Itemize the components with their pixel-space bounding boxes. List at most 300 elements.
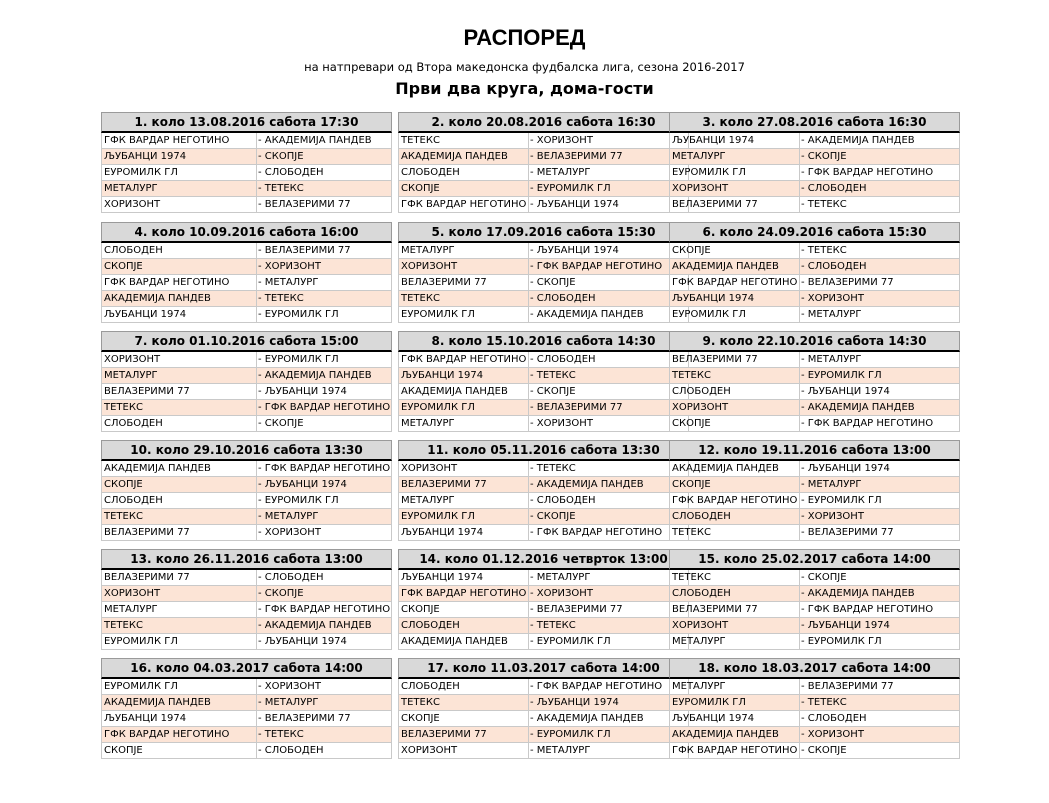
home-team: МЕТАЛУРГ xyxy=(102,368,257,383)
away-team: - СЛОБОДЕН xyxy=(801,713,867,724)
match-row xyxy=(398,384,689,400)
home-team: АКАДЕМИЈА ПАНДЕВ xyxy=(102,461,257,476)
match-row xyxy=(669,586,960,602)
away-team: - СЛОБОДЕН xyxy=(258,167,324,178)
home-team: ЉУБАНЦИ 1974 xyxy=(399,368,529,383)
home-team: ЉУБАНЦИ 1974 xyxy=(670,711,800,726)
match-row xyxy=(398,400,689,416)
home-team: АКАДЕМИЈА ПАНДЕВ xyxy=(399,634,529,649)
away-team: - АКАДЕМИЈА ПАНДЕВ xyxy=(530,713,644,724)
away-team: - АКАДЕМИЈА ПАНДЕВ xyxy=(530,309,644,320)
round-block xyxy=(669,658,960,759)
match-row xyxy=(398,727,689,743)
home-team: ТЕТЕКС xyxy=(399,695,529,710)
away-team: - ЕУРОМИЛК ГЛ xyxy=(530,729,611,740)
away-team: - ВЕЛАЗЕРИМИ 77 xyxy=(530,604,623,615)
away-team: - ТЕТЕКС xyxy=(530,620,576,631)
match-row xyxy=(398,493,689,509)
home-team: ГФК ВАРДАР НЕГОТИНО xyxy=(670,275,800,290)
away-team: - ГФК ВАРДАР НЕГОТИНО xyxy=(801,604,934,615)
home-team: ВЕЛАЗЕРИМИ 77 xyxy=(399,727,529,742)
round-block xyxy=(398,112,689,213)
away-team: - ЉУБАНЦИ 1974 xyxy=(801,463,890,474)
home-team: ВЕЛАЗЕРИМИ 77 xyxy=(670,602,800,617)
match-row xyxy=(101,197,392,213)
away-team: - ХОРИЗОНТ xyxy=(801,729,864,740)
match-row xyxy=(398,602,689,618)
home-team: ЕУРОМИЛК ГЛ xyxy=(399,400,529,415)
away-team: - АКАДЕМИЈА ПАНДЕВ xyxy=(801,588,915,599)
match-row xyxy=(398,259,689,275)
away-team: - ХОРИЗОНТ xyxy=(801,511,864,522)
away-team: - СЛОБОДЕН xyxy=(801,261,867,272)
round-header: 4. коло 10.09.2016 сабота 16:00 xyxy=(101,222,392,243)
away-team: - АКАДЕМИЈА ПАНДЕВ xyxy=(801,135,915,146)
match-row xyxy=(398,165,689,181)
away-team: - ЉУБАНЦИ 1974 xyxy=(801,386,890,397)
away-team: - СКОПЈЕ xyxy=(801,572,847,583)
home-team: ВЕЛАЗЕРИМИ 77 xyxy=(102,570,257,585)
away-team: - ТЕТЕКС xyxy=(258,183,304,194)
away-team: - СКОПЈЕ xyxy=(258,588,304,599)
away-team: - МЕТАЛУРГ xyxy=(801,309,862,320)
home-team: ЉУБАНЦИ 1974 xyxy=(670,133,800,148)
match-row xyxy=(669,307,960,323)
match-row xyxy=(101,586,392,602)
match-row xyxy=(101,743,392,759)
match-row xyxy=(101,461,392,477)
home-team: АКАДЕМИЈА ПАНДЕВ xyxy=(399,149,529,164)
home-team: ЕУРОМИЛК ГЛ xyxy=(670,695,800,710)
away-team: - ГФК ВАРДАР НЕГОТИНО xyxy=(530,261,663,272)
match-row xyxy=(398,352,689,368)
home-team: СКОПЈЕ xyxy=(399,181,529,196)
home-team: ТЕТЕКС xyxy=(102,509,257,524)
round-header: 13. коло 26.11.2016 сабота 13:00 xyxy=(101,549,392,570)
home-team: МЕТАЛУРГ xyxy=(102,602,257,617)
away-team: - СЛОБОДЕН xyxy=(801,183,867,194)
away-team: - ТЕТЕКС xyxy=(530,370,576,381)
home-team: ЉУБАНЦИ 1974 xyxy=(102,149,257,164)
home-team: ТЕТЕКС xyxy=(670,570,800,585)
away-team: - ТЕТЕКС xyxy=(258,729,304,740)
match-row xyxy=(669,165,960,181)
home-team: ТЕТЕКС xyxy=(399,133,529,148)
away-team: - МЕТАЛУРГ xyxy=(530,167,591,178)
match-row xyxy=(398,368,689,384)
away-team: - ХОРИЗОНТ xyxy=(258,527,321,538)
away-team: - ЉУБАНЦИ 1974 xyxy=(530,697,619,708)
match-row xyxy=(398,243,689,259)
round-header: 15. коло 25.02.2017 сабота 14:00 xyxy=(669,549,960,570)
away-team: - СЛОБОДЕН xyxy=(530,293,596,304)
home-team: ХОРИЗОНТ xyxy=(102,352,257,367)
home-team: МЕТАЛУРГ xyxy=(670,679,800,694)
home-team: ВЕЛАЗЕРИМИ 77 xyxy=(399,477,529,492)
home-team: СЛОБОДЕН xyxy=(399,679,529,694)
match-row xyxy=(101,133,392,149)
match-row xyxy=(101,570,392,586)
round-block xyxy=(669,440,960,541)
round-header: 8. коло 15.10.2016 сабота 14:30 xyxy=(398,331,689,352)
home-team: ВЕЛАЗЕРИМИ 77 xyxy=(670,352,800,367)
home-team: ГФК ВАРДАР НЕГОТИНО xyxy=(102,133,257,148)
match-row xyxy=(669,711,960,727)
round-header: 10. коло 29.10.2016 сабота 13:30 xyxy=(101,440,392,461)
home-team: СЛОБОДЕН xyxy=(102,243,257,258)
match-row xyxy=(669,133,960,149)
away-team: - ВЕЛАЗЕРИМИ 77 xyxy=(801,277,894,288)
home-team: ЕУРОМИЛК ГЛ xyxy=(102,165,257,180)
match-row xyxy=(669,602,960,618)
match-row xyxy=(669,243,960,259)
home-team: ХОРИЗОНТ xyxy=(670,400,800,415)
away-team: - СЛОБОДЕН xyxy=(530,354,596,365)
round-header: 7. коло 01.10.2016 сабота 15:00 xyxy=(101,331,392,352)
away-team: - АКАДЕМИЈА ПАНДЕВ xyxy=(801,402,915,413)
home-team: МЕТАЛУРГ xyxy=(399,243,529,258)
match-row xyxy=(101,307,392,323)
home-team: ГФК ВАРДАР НЕГОТИНО xyxy=(102,275,257,290)
away-team: - ЉУБАНЦИ 1974 xyxy=(258,479,347,490)
match-row xyxy=(669,618,960,634)
away-team: - ЉУБАНЦИ 1974 xyxy=(258,386,347,397)
home-team: СЛОБОДЕН xyxy=(399,618,529,633)
home-team: СКОПЈЕ xyxy=(102,477,257,492)
round-header: 1. коло 13.08.2016 сабота 17:30 xyxy=(101,112,392,133)
match-row xyxy=(398,197,689,213)
round-header: 5. коло 17.09.2016 сабота 15:30 xyxy=(398,222,689,243)
match-row xyxy=(398,149,689,165)
round-block xyxy=(398,440,689,541)
match-row xyxy=(398,634,689,650)
away-team: - ГФК ВАРДАР НЕГОТИНО xyxy=(530,527,663,538)
match-row xyxy=(101,602,392,618)
round-block xyxy=(398,549,689,650)
home-team: СКОПЈЕ xyxy=(102,743,257,758)
home-team: АКАДЕМИЈА ПАНДЕВ xyxy=(670,461,800,476)
away-team: - ЕУРОМИЛК ГЛ xyxy=(258,354,339,365)
away-team: - ЕУРОМИЛК ГЛ xyxy=(801,370,882,381)
home-team: СЛОБОДЕН xyxy=(399,165,529,180)
away-team: - ХОРИЗОНТ xyxy=(258,261,321,272)
away-team: - АКАДЕМИЈА ПАНДЕВ xyxy=(258,370,372,381)
away-team: - СЛОБОДЕН xyxy=(258,572,324,583)
away-team: - ЕУРОМИЛК ГЛ xyxy=(801,636,882,647)
home-team: ГФК ВАРДАР НЕГОТИНО xyxy=(102,727,257,742)
match-row xyxy=(669,525,960,541)
away-team: - ВЕЛАЗЕРИМИ 77 xyxy=(801,527,894,538)
match-row xyxy=(669,634,960,650)
away-team: - ВЕЛАЗЕРИМИ 77 xyxy=(258,713,351,724)
home-team: СКОПЈЕ xyxy=(670,416,800,431)
away-team: - ЕУРОМИЛК ГЛ xyxy=(801,495,882,506)
round-header: 2. коло 20.08.2016 сабота 16:30 xyxy=(398,112,689,133)
away-team: - АКАДЕМИЈА ПАНДЕВ xyxy=(258,135,372,146)
away-team: - ВЕЛАЗЕРИМИ 77 xyxy=(258,245,351,256)
home-team: ЕУРОМИЛК ГЛ xyxy=(102,679,257,694)
home-team: ХОРИЗОНТ xyxy=(102,586,257,601)
home-team: АКАДЕМИЈА ПАНДЕВ xyxy=(670,727,800,742)
match-row xyxy=(669,352,960,368)
match-row xyxy=(669,477,960,493)
round-block xyxy=(398,331,689,432)
match-row xyxy=(669,416,960,432)
home-team: ЉУБАНЦИ 1974 xyxy=(399,525,529,540)
match-row xyxy=(398,461,689,477)
away-team: - ГФК ВАРДАР НЕГОТИНО xyxy=(258,402,391,413)
match-row xyxy=(669,679,960,695)
away-team: - ГФК ВАРДАР НЕГОТИНО xyxy=(258,604,391,615)
home-team: ЉУБАНЦИ 1974 xyxy=(399,570,529,585)
away-team: - ХОРИЗОНТ xyxy=(530,135,593,146)
home-team: ХОРИЗОНТ xyxy=(670,181,800,196)
match-row xyxy=(398,743,689,759)
away-team: - ТЕТЕКС xyxy=(801,245,847,256)
match-row xyxy=(101,509,392,525)
away-team: - МЕТАЛУРГ xyxy=(801,354,862,365)
away-team: - ЉУБАНЦИ 1974 xyxy=(530,245,619,256)
away-team: - СКОПЈЕ xyxy=(801,151,847,162)
away-team: - МЕТАЛУРГ xyxy=(258,697,319,708)
away-team: - ТЕТЕКС xyxy=(801,199,847,210)
match-row xyxy=(398,570,689,586)
round-block xyxy=(101,549,392,650)
away-team: - СЛОБОДЕН xyxy=(530,495,596,506)
home-team: ГФК ВАРДАР НЕГОТИНО xyxy=(399,586,529,601)
home-team: СКОПЈЕ xyxy=(102,259,257,274)
home-team: АКАДЕМИЈА ПАНДЕВ xyxy=(670,259,800,274)
away-team: - МЕТАЛУРГ xyxy=(258,511,319,522)
round-block xyxy=(669,112,960,213)
home-team: СКОПЈЕ xyxy=(670,243,800,258)
match-row xyxy=(398,307,689,323)
round-block xyxy=(398,222,689,323)
home-team: ТЕТЕКС xyxy=(399,291,529,306)
match-row xyxy=(101,384,392,400)
match-row xyxy=(101,416,392,432)
away-team: - ЕУРОМИЛК ГЛ xyxy=(258,309,339,320)
match-row xyxy=(101,525,392,541)
match-row xyxy=(398,477,689,493)
away-team: - ЉУБАНЦИ 1974 xyxy=(258,636,347,647)
away-team: - СКОПЈЕ xyxy=(530,386,576,397)
away-team: - МЕТАЛУРГ xyxy=(258,277,319,288)
home-team: МЕТАЛУРГ xyxy=(399,493,529,508)
match-row xyxy=(398,416,689,432)
away-team: - ЉУБАНЦИ 1974 xyxy=(801,620,890,631)
match-row xyxy=(398,509,689,525)
home-team: СЛОБОДЕН xyxy=(670,384,800,399)
match-row xyxy=(398,711,689,727)
match-row xyxy=(398,618,689,634)
home-team: СКОПЈЕ xyxy=(399,711,529,726)
away-team: - ТЕТЕКС xyxy=(530,463,576,474)
away-team: - ГФК ВАРДАР НЕГОТИНО xyxy=(801,167,934,178)
match-row xyxy=(101,695,392,711)
match-row xyxy=(101,368,392,384)
away-team: - ТЕТЕКС xyxy=(258,293,304,304)
home-team: ВЕЛАЗЕРИМИ 77 xyxy=(102,525,257,540)
match-row xyxy=(669,275,960,291)
home-team: ХОРИЗОНТ xyxy=(102,197,257,212)
home-team: МЕТАЛУРГ xyxy=(399,416,529,431)
home-team: ВЕЛАЗЕРИМИ 77 xyxy=(399,275,529,290)
match-row xyxy=(398,291,689,307)
home-team: ЕУРОМИЛК ГЛ xyxy=(399,509,529,524)
away-team: - ВЕЛАЗЕРИМИ 77 xyxy=(258,199,351,210)
home-team: ТЕТЕКС xyxy=(670,525,800,540)
home-team: МЕТАЛУРГ xyxy=(102,181,257,196)
round-header: 14. коло 01.12.2016 четврток 13:00 xyxy=(398,549,689,570)
home-team: ХОРИЗОНТ xyxy=(670,618,800,633)
away-team: - ЕУРОМИЛК ГЛ xyxy=(530,636,611,647)
home-team: ВЕЛАЗЕРИМИ 77 xyxy=(670,197,800,212)
match-row xyxy=(669,259,960,275)
match-row xyxy=(398,181,689,197)
match-row xyxy=(101,149,392,165)
round-header: 9. коло 22.10.2016 сабота 14:30 xyxy=(669,331,960,352)
away-team: - АКАДЕМИЈА ПАНДЕВ xyxy=(530,479,644,490)
section-title: Први два круга, дома-гости xyxy=(395,79,654,98)
away-team: - ХОРИЗОНТ xyxy=(258,681,321,692)
round-header: 12. коло 19.11.2016 сабота 13:00 xyxy=(669,440,960,461)
match-row xyxy=(669,149,960,165)
round-block xyxy=(669,549,960,650)
match-row xyxy=(398,695,689,711)
home-team: ТЕТЕКС xyxy=(670,368,800,383)
match-row xyxy=(101,727,392,743)
away-team: - ЕУРОМИЛК ГЛ xyxy=(530,183,611,194)
home-team: ЕУРОМИЛК ГЛ xyxy=(399,307,529,322)
home-team: ТЕТЕКС xyxy=(102,400,257,415)
away-team: - ГФК ВАРДАР НЕГОТИНО xyxy=(801,418,934,429)
match-row xyxy=(669,368,960,384)
home-team: ХОРИЗОНТ xyxy=(399,461,529,476)
match-row xyxy=(669,291,960,307)
match-row xyxy=(101,634,392,650)
away-team: - АКАДЕМИЈА ПАНДЕВ xyxy=(258,620,372,631)
match-row xyxy=(101,291,392,307)
away-team: - СКОПЈЕ xyxy=(530,277,576,288)
match-row xyxy=(669,743,960,759)
away-team: - ЕУРОМИЛК ГЛ xyxy=(258,495,339,506)
round-header: 17. коло 11.03.2017 сабота 14:00 xyxy=(398,658,689,679)
round-header: 6. коло 24.09.2016 сабота 15:30 xyxy=(669,222,960,243)
home-team: СКОПЈЕ xyxy=(670,477,800,492)
home-team: ГФК ВАРДАР НЕГОТИНО xyxy=(670,743,800,758)
home-team: АКАДЕМИЈА ПАНДЕВ xyxy=(102,695,257,710)
home-team: СКОПЈЕ xyxy=(399,602,529,617)
round-block xyxy=(101,440,392,541)
away-team: - СКОПЈЕ xyxy=(258,151,304,162)
home-team: ЉУБАНЦИ 1974 xyxy=(102,711,257,726)
home-team: ЉУБАНЦИ 1974 xyxy=(102,307,257,322)
match-row xyxy=(669,493,960,509)
home-team: ТЕТЕКС xyxy=(102,618,257,633)
home-team: СЛОБОДЕН xyxy=(102,493,257,508)
match-row xyxy=(669,570,960,586)
away-team: - ЉУБАНЦИ 1974 xyxy=(530,199,619,210)
away-team: - ХОРИЗОНТ xyxy=(801,293,864,304)
away-team: - МЕТАЛУРГ xyxy=(530,572,591,583)
match-row xyxy=(669,197,960,213)
round-header: 11. коло 05.11.2016 сабота 13:30 xyxy=(398,440,689,461)
match-row xyxy=(669,400,960,416)
match-row xyxy=(669,384,960,400)
home-team: ЕУРОМИЛК ГЛ xyxy=(670,165,800,180)
home-team: МЕТАЛУРГ xyxy=(670,634,800,649)
match-row xyxy=(101,711,392,727)
away-team: - ТЕТЕКС xyxy=(801,697,847,708)
match-row xyxy=(101,243,392,259)
home-team: ЕУРОМИЛК ГЛ xyxy=(670,307,800,322)
match-row xyxy=(101,618,392,634)
round-block xyxy=(101,112,392,213)
round-block xyxy=(101,658,392,759)
home-team: МЕТАЛУРГ xyxy=(670,149,800,164)
away-team: - МЕТАЛУРГ xyxy=(530,745,591,756)
match-row xyxy=(669,461,960,477)
match-row xyxy=(398,586,689,602)
home-team: ГФК ВАРДАР НЕГОТИНО xyxy=(399,197,529,212)
round-block xyxy=(101,331,392,432)
round-header: 18. коло 18.03.2017 сабота 14:00 xyxy=(669,658,960,679)
page-title: РАСПОРЕД xyxy=(463,25,586,50)
away-team: - ГФК ВАРДАР НЕГОТИНО xyxy=(530,681,663,692)
home-team: ЉУБАНЦИ 1974 xyxy=(670,291,800,306)
away-team: - СЛОБОДЕН xyxy=(258,745,324,756)
round-header: 16. коло 04.03.2017 сабота 14:00 xyxy=(101,658,392,679)
match-row xyxy=(101,477,392,493)
away-team: - ВЕЛАЗЕРИМИ 77 xyxy=(530,402,623,413)
match-row xyxy=(101,493,392,509)
away-team: - СКОПЈЕ xyxy=(530,511,576,522)
home-team: ГФК ВАРДАР НЕГОТИНО xyxy=(670,493,800,508)
match-row xyxy=(101,181,392,197)
match-row xyxy=(398,275,689,291)
round-block xyxy=(669,222,960,323)
home-team: ХОРИЗОНТ xyxy=(399,743,529,758)
match-row xyxy=(669,181,960,197)
away-team: - ВЕЛАЗЕРИМИ 77 xyxy=(530,151,623,162)
away-team: - ХОРИЗОНТ xyxy=(530,588,593,599)
match-row xyxy=(101,352,392,368)
round-block xyxy=(398,658,689,759)
away-team: - МЕТАЛУРГ xyxy=(801,479,862,490)
away-team: - ВЕЛАЗЕРИМИ 77 xyxy=(801,681,894,692)
home-team: АКАДЕМИЈА ПАНДЕВ xyxy=(399,384,529,399)
match-row xyxy=(398,133,689,149)
match-row xyxy=(669,695,960,711)
match-row xyxy=(398,525,689,541)
match-row xyxy=(101,275,392,291)
match-row xyxy=(101,679,392,695)
home-team: АКАДЕМИЈА ПАНДЕВ xyxy=(102,291,257,306)
home-team: ХОРИЗОНТ xyxy=(399,259,529,274)
away-team: - ГФК ВАРДАР НЕГОТИНО xyxy=(258,463,391,474)
home-team: СЛОБОДЕН xyxy=(670,586,800,601)
match-row xyxy=(398,679,689,695)
home-team: ВЕЛАЗЕРИМИ 77 xyxy=(102,384,257,399)
away-team: - СКОПЈЕ xyxy=(258,418,304,429)
home-team: СЛОБОДЕН xyxy=(670,509,800,524)
away-team: - ХОРИЗОНТ xyxy=(530,418,593,429)
round-block xyxy=(101,222,392,323)
round-header: 3. коло 27.08.2016 сабота 16:30 xyxy=(669,112,960,133)
match-row xyxy=(669,509,960,525)
home-team: ЕУРОМИЛК ГЛ xyxy=(102,634,257,649)
